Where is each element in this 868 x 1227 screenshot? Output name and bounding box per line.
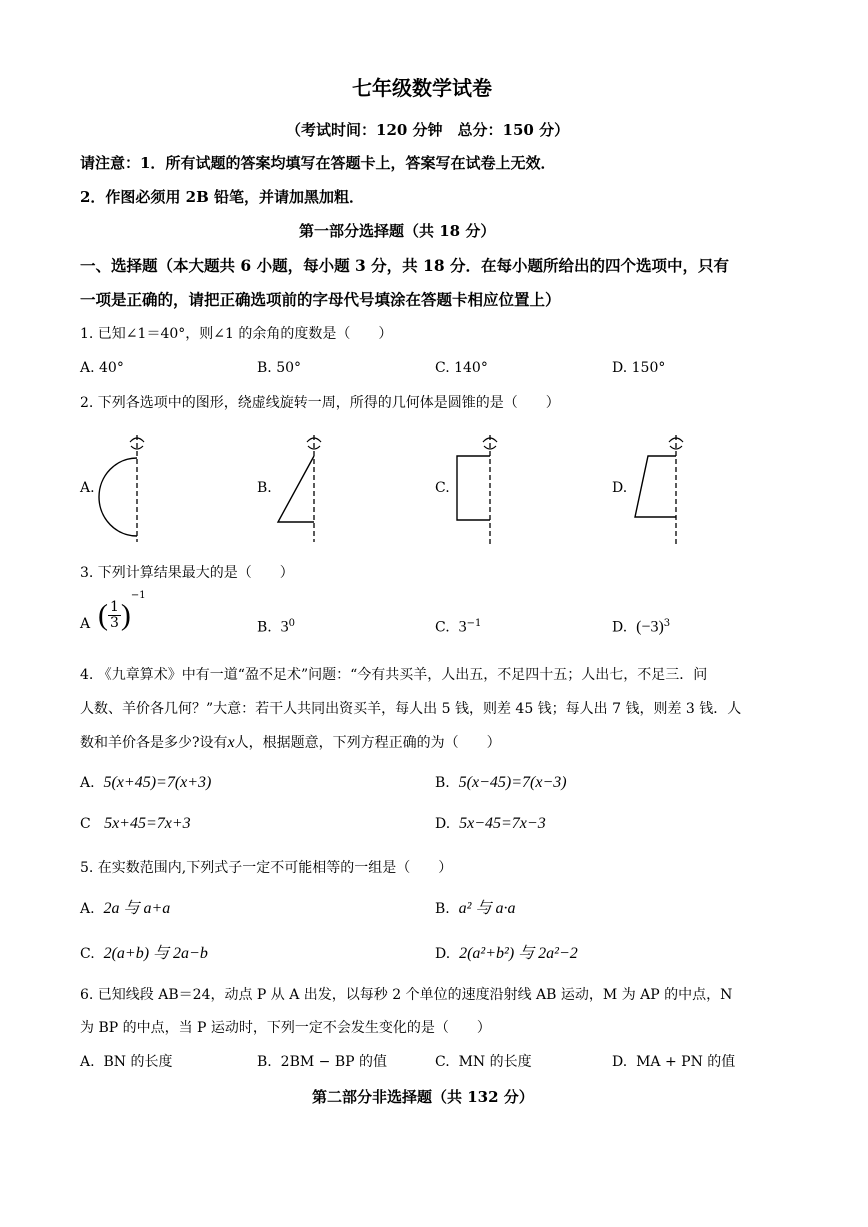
q2-label-b[interactable]: B. (257, 480, 272, 496)
q4-line-3: 数和羊价各是多少?设有x人，根据题意，下列方程正确的为（ ） (80, 734, 501, 751)
q3-option-a-expr: ( $\frac{1}{3}$ )$^{-1}$ (98, 589, 146, 632)
left-paren-icon: ( (98, 598, 108, 632)
q6-option-d[interactable]: D. MA + PN 的值 (612, 1054, 736, 1070)
q2-stem: 2. 下列各选项中的图形，绕虚线旋转一周，所得的几何体是圆锥的是（ ） (80, 395, 560, 411)
q2-label-a[interactable]: A. (80, 480, 95, 496)
q4-option-d[interactable]: D. 5x−45=7x−3 (435, 815, 546, 832)
q5-option-d[interactable]: D. 2(a²+b²) 与 2a²−2 (435, 945, 578, 962)
q4-option-b[interactable]: B. 5(x−45)=7(x−3) (435, 774, 567, 791)
q3-label-a: A (80, 616, 91, 632)
q6-option-c[interactable]: C. MN 的长度 (435, 1054, 532, 1070)
q4-line-1: 4. 《九章算术》中有一道“盈不足术”问题：“今有共买羊，人出五，不足四十五；人出七，不足三．问 (80, 667, 708, 683)
section1-line-2: 一项是正确的，请把正确选项前的字母代号填涂在答题卡相应位置上） (80, 290, 561, 309)
q1-option-a[interactable]: A. 40° (80, 360, 124, 376)
q2-figure-d (628, 430, 688, 545)
exam-title: 七年级数学试卷 (352, 76, 492, 100)
q6-line-1: 6. 已知线段 AB＝24，动点 P 从 A 出发，以每秒 2 个单位的速度沿射线 AB 运动，M 为 AP 的中点，N (80, 987, 733, 1003)
section1-line-1: 一、选择题（本大题共 6 小题，每小题 3 分，共 18 分．在每小题所给出的四个选项中，只有 (80, 256, 730, 275)
part1-heading: 第一部分选择题（共 18 分） (299, 222, 496, 240)
part2-heading: 第二部分非选择题（共 132 分） (312, 1088, 534, 1106)
q1-stem: 1. 已知∠1＝40°，则∠1 的余角的度数是（ ） (80, 326, 393, 342)
q3-option-d[interactable]: D. $(-3)^3$ (612, 618, 671, 636)
q6-line-2: 为 BP 的中点，当 P 运动时，下列一定不会发生变化的是（ ） (80, 1020, 491, 1036)
fraction: $\frac{1}{3}$ (110, 599, 119, 631)
q4-option-a[interactable]: A. 5(x+45)=7(x+3) (80, 774, 212, 791)
right-paren-icon: ) (120, 598, 131, 632)
q2-label-d[interactable]: D. (612, 480, 628, 496)
q2-figure-b (272, 430, 332, 545)
q6-option-a[interactable]: A. BN 的长度 (80, 1054, 173, 1070)
q6-option-b[interactable]: B. 2BM − BP 的值 (257, 1054, 387, 1070)
q1-option-c[interactable]: C. 140° (435, 360, 488, 376)
q4-line-2: 人数、羊价各几何？”大意：若干人共同出资买羊，每人出 5 钱，则差 45 钱；每人出 7 钱，则差 3 钱．人 (80, 701, 742, 717)
q1-option-b[interactable]: B. 50° (257, 360, 302, 376)
q5-stem: 5. 在实数范围内,下列式子一定不可能相等的一组是（ ） (80, 860, 453, 876)
notice-line-2: 2．作图必须用 2B 铅笔，并请加黑加粗． (80, 188, 364, 206)
notice-line-1: 请注意：1．所有试题的答案均填写在答题卡上，答案写在试卷上无效． (80, 154, 556, 172)
exam-subtitle: （考试时间：120 分钟 总分：150 分） (286, 121, 570, 139)
q3-option-b[interactable]: B. $3^0$ (257, 618, 296, 636)
q5-option-a[interactable]: A. 2a 与 a+a (80, 900, 171, 917)
q1-option-d[interactable]: D. 150° (612, 360, 666, 376)
q2-label-c[interactable]: C. (435, 480, 450, 496)
q5-option-c[interactable]: C. 2(a+b) 与 2a−b (80, 945, 208, 962)
q3-option-c[interactable]: C. $3^{-1}$ (435, 618, 482, 636)
q3-option-a[interactable] (80, 614, 90, 634)
q2-figure-a (95, 430, 155, 545)
q5-option-b[interactable]: B. a² 与 a·a (435, 900, 516, 917)
q3-stem: 3. 下列计算结果最大的是（ ） (80, 565, 294, 581)
q4-option-c[interactable]: C 5x+45=7x+3 (80, 815, 191, 832)
q2-figure-c (450, 430, 510, 545)
